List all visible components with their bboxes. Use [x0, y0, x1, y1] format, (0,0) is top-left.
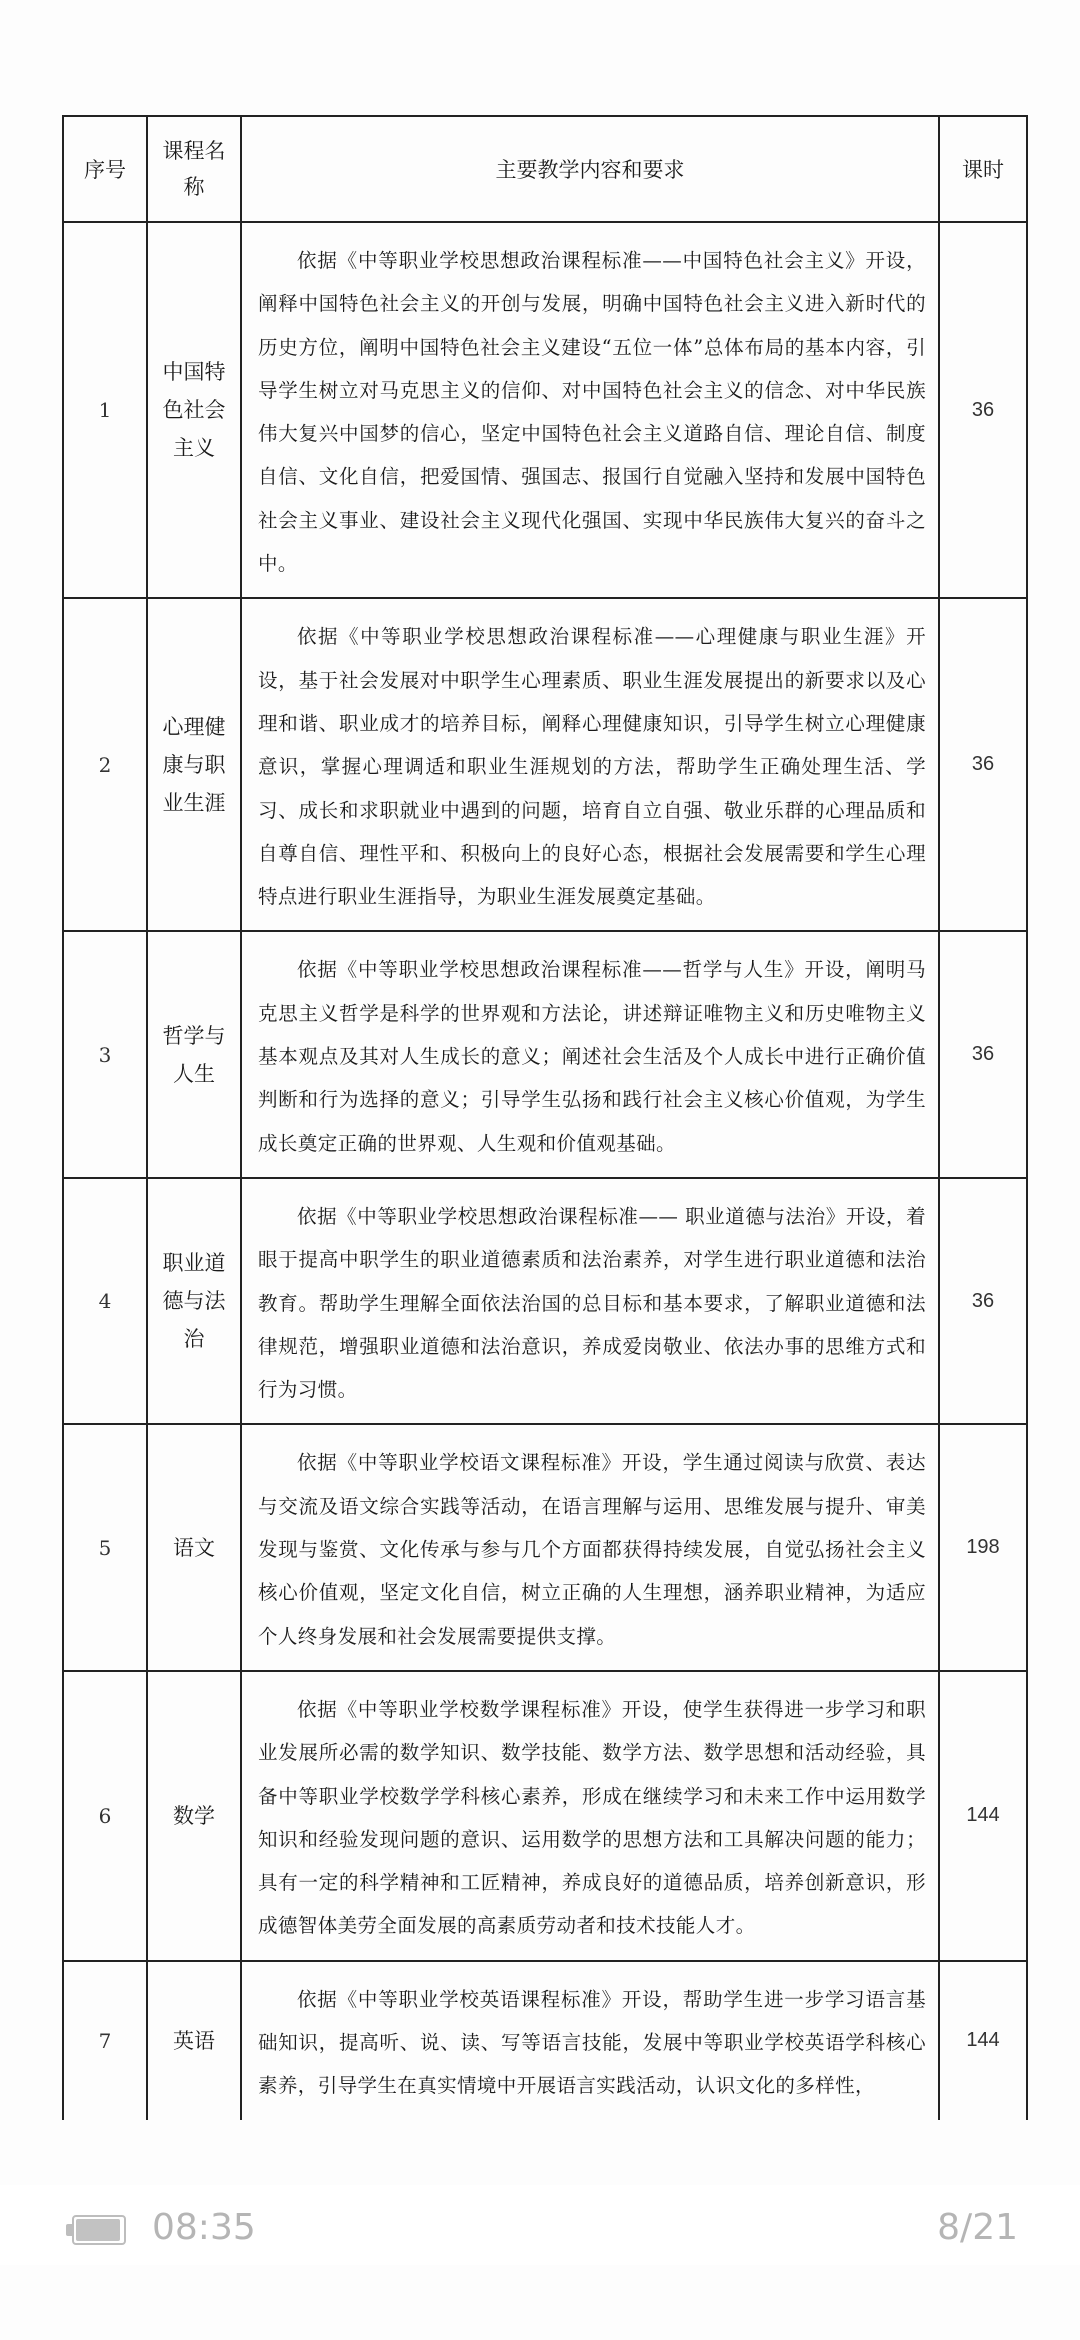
row-no: 6 — [63, 1671, 147, 1961]
course-content — [241, 931, 939, 1177]
course-content-text: 依据《中等职业学校英语课程标准》开设，帮助学生进一步学习语言基础知识，提高听、说、读、写等语言技能，发展中等职业学校英语学科核心素养，引导学生在真实情境中开展语言实践活动，认识文化的多样性， — [258, 1987, 926, 2098]
course-name-line: 中国特 — [162, 360, 226, 385]
course-name-line: 德与法 — [162, 1289, 226, 1314]
course-hours: 36 — [939, 931, 1027, 1177]
row-no: 7 — [63, 1961, 147, 2120]
table-row — [63, 222, 1027, 598]
bottom-status-bar — [0, 2185, 1080, 2265]
course-name — [147, 1961, 241, 2120]
table-row — [63, 1424, 1027, 1670]
course-name-line: 职业道 — [162, 1251, 226, 1276]
table-row — [63, 1961, 1027, 2120]
course-name — [147, 598, 241, 931]
course-name-line: 心理健 — [162, 714, 226, 739]
header-hours: 课时 — [939, 116, 1027, 222]
table-row — [63, 1178, 1027, 1424]
course-hours: 144 — [939, 1671, 1027, 1961]
course-name — [147, 931, 241, 1177]
course-content-text: 依据《中等职业学校思想政治课程标准——心理健康与职业生涯》开设，基于社会发展对中职学生心理素质、职业生涯发展提出的新要求以及心理和谐、职业成才的培养目标，阐释心理健康知识，引导学生树立心理健康意识，掌握心理调适和职业生涯规划的方法，帮助学生正确处理生活、学习、成长和求职就业中遇到的问题，培育自立自强、敬业乐群的心理品质和自尊自信、理性平和、积极向上的良好心态，根据社会发展需要和学生心理特点进行职业生涯指导，为职业生涯发展奠定基础。 — [258, 625, 926, 909]
course-content — [241, 1178, 939, 1424]
course-name-line: 英语 — [173, 2028, 215, 2053]
course-name — [147, 1424, 241, 1670]
row-no: 3 — [63, 931, 147, 1177]
row-no: 5 — [63, 1424, 147, 1670]
course-name — [147, 222, 241, 598]
course-name-line: 主义 — [173, 436, 215, 461]
course-name-line: 色社会 — [162, 398, 226, 423]
course-name-line: 语文 — [173, 1535, 215, 1560]
course-name-line: 哲学与 — [162, 1023, 226, 1048]
course-name-line: 人生 — [173, 1061, 215, 1086]
header-course-name-line1: 课程名 — [162, 139, 226, 163]
table-header-row — [63, 116, 1027, 222]
curriculum-table — [62, 115, 1028, 2120]
battery-icon — [66, 2215, 128, 2245]
table-row — [63, 1671, 1027, 1961]
header-no: 序号 — [63, 116, 147, 222]
course-content — [241, 1424, 939, 1670]
row-no: 1 — [63, 222, 147, 598]
course-name-line: 康与职 — [162, 752, 226, 777]
course-name — [147, 1178, 241, 1424]
course-name-line: 数学 — [173, 1803, 215, 1828]
course-content-text: 依据《中等职业学校思想政治课程标准——中国特色社会主义》开设，阐释中国特色社会主义的开创与发展，明确中国特色社会主义进入新时代的历史方位，阐明中国特色社会主义建设“五位一体”总体布局的基本内容，引导学生树立对马克思主义的信仰、对中国特色社会主义的信念、对中华民族伟大复兴中国梦的信心，坚定中国特色社会主义道路自信、理论自信、制度自信、文化自信，把爱国情、强国志、报国行自觉融入坚持和发展中国特色社会主义事业、建设社会主义现代化强国、实现中华民族伟大复兴的奋斗之中。 — [258, 249, 926, 576]
row-no: 2 — [63, 598, 147, 931]
header-course-name — [147, 116, 241, 222]
page-indicator: 8/21 — [937, 2207, 1018, 2248]
course-content-text: 依据《中等职业学校思想政治课程标准——哲学与人生》开设，阐明马克思主义哲学是科学的世界观和方法论，讲述辩证唯物主义和历史唯物主义基本观点及其对人生成长的意义；阐述社会生活及个人成长中进行正确价值判断和行为选择的意义；引导学生弘扬和践行社会主义核心价值观，为学生成长奠定正确的世界观、人生观和价值观基础。 — [258, 958, 926, 1155]
table-row — [63, 598, 1027, 931]
course-name — [147, 1671, 241, 1961]
course-content-text: 依据《中等职业学校数学课程标准》开设，使学生获得进一步学习和职业发展所必需的数学知识、数学技能、数学方法、数学思想和活动经验，具备中等职业学校数学学科核心素养，形成在继续学习和未来工作中运用数学知识和经验发现问题的意识、运用数学的思想方法和工具解决问题的能力；具有一定的科学精神和工匠精神，养成良好的道德品质，培养创新意识，形成德智体美劳全面发展的高素质劳动者和技术技能人才。 — [258, 1697, 926, 1938]
course-hours: 36 — [939, 1178, 1027, 1424]
course-hours: 36 — [939, 222, 1027, 598]
course-hours: 198 — [939, 1424, 1027, 1670]
course-content — [241, 1961, 939, 2120]
course-name-line: 业生涯 — [162, 790, 226, 815]
course-content-text: 依据《中等职业学校思想政治课程标准—— 职业道德与法治》开设，着眼于提高中职学生的职业道德素质和法治素养，对学生进行职业道德和法治教育。帮助学生理解全面依法治国的总目标和基本要求，了解职业道德和法律规范，增强职业道德和法治意识，养成爱岗敬业、依法办事的思维方式和行为习惯。 — [258, 1204, 926, 1402]
course-name-line: 治 — [183, 1327, 205, 1352]
row-no: 4 — [63, 1178, 147, 1424]
table-row — [63, 931, 1027, 1177]
course-content — [241, 1671, 939, 1961]
header-content: 主要教学内容和要求 — [241, 116, 939, 222]
course-hours: 144 — [939, 1961, 1027, 2120]
course-hours: 36 — [939, 598, 1027, 931]
course-content-text: 依据《中等职业学校语文课程标准》开设，学生通过阅读与欣赏、表达与交流及语文综合实践等活动，在语言理解与运用、思维发展与提升、审美发现与鉴赏、文化传承与参与几个方面都获得持续发展，自觉弘扬社会主义核心价值观，坚定文化自信，树立正确的人生理想，涵养职业精神，为适应个人终身发展和社会发展需要提供支撑。 — [258, 1451, 926, 1648]
header-course-name-line2: 称 — [183, 175, 205, 199]
course-content — [241, 598, 939, 931]
course-content — [241, 222, 939, 598]
clock-time: 08:35 — [152, 2207, 256, 2248]
